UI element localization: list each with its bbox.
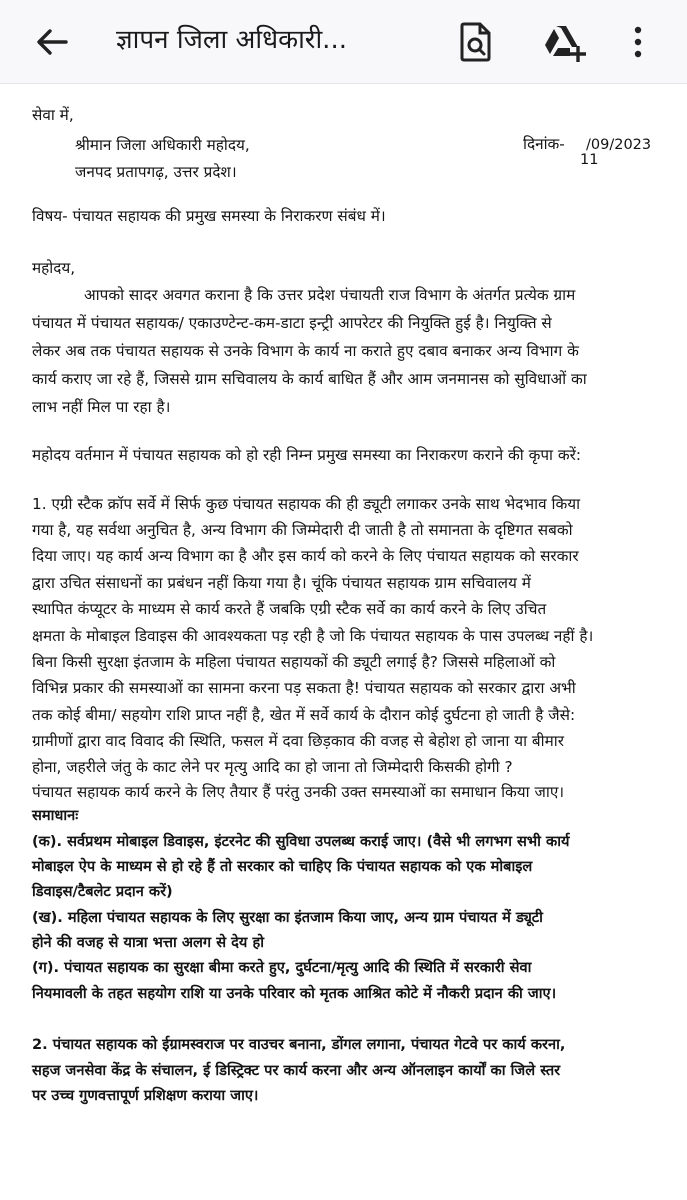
point1-line: द्वारा उचित संसाधनों का प्रबंधन नहीं किया गया है। चूंकि पंचायत सहायक ग्राम सचिवालय में [32,574,531,592]
solution-line: मोबाइल ऐप के माध्यम से हो रहे हैं तो सरकार को चाहिए कि पंचायत सहायक को एक मोबाइल [32,858,533,875]
solution-heading: समाधानः [32,807,79,824]
file-search-icon[interactable] [456,20,496,64]
point2-line: 2. पंचायत सहायक को ईग्रामस्वराज पर वाउचर बनाना, डोंगल लगाना, पंचायत गेटवे पर कार्य करना, [32,1036,566,1053]
letter-page [0,84,687,1200]
solution-line: (ग). पंचायत सहायक का सुरक्षा बीमा करते हुए, दुर्घटना/मृत्यु आदि की स्थिति में सरकारी सेवा [32,959,532,976]
point2-line: सहज जनसेवा केंद्र के संचालन, ई डिस्ट्रिक्ट पर कार्य करना और अन्य ऑनलाइन कार्यों का जिले स्तर [32,1062,561,1079]
point1-line: तक कोई बीमा/ सहयोग राशि प्राप्त नहीं है, खेत में सर्वे कार्य के दौरान कोई दुर्घटना हो जाती है जैसे: [32,706,576,724]
document-title: ज्ञापन जिला अधिकारी... [116,25,347,55]
recipient-line: श्रीमान जिला अधिकारी महोदय, [75,136,250,154]
solution-line: नियमावली के तहत सहयोग राशि या उनके परिवार को मृतक आश्रित कोटे में नौकरी प्रदान की जाए। [32,985,557,1002]
point1-line: क्षमता के मोबाइल डिवाइस की आवश्यकता पड़ रही है जो कि पंचायत सहायक के पास उपलब्ध नहीं है। [32,627,594,645]
point1-line: विभिन्न प्रकार की समस्याओं का सामना करना पड़ सकता है! पंचायत सहायक को सरकार द्वारा अभी [32,679,576,697]
date-day: 11 [580,152,599,168]
greeting: महोदय, [32,259,76,277]
point1-line: पंचायत सहायक कार्य करने के लिए तैयार हैं परंतु उनकी उक्त समस्याओं का समाधान किया जाए। [32,783,565,801]
solution-line: होने की वजह से यात्रा भत्ता अलग से देय हो [32,934,264,951]
point1-line: होना, जहरीले जंतु के काट लेने पर मृत्यु आदि का हो जाना तो जिम्मेदारी किसकी होगी ? [32,758,513,776]
request-line: महोदय वर्तमान में पंचायत सहायक को हो रही निम्न प्रमुख समस्या का निराकरण कराने की कृपा करें: [32,446,582,464]
point1-line: ग्रामीणों द्वारा वाद विवाद की स्थिति, फसल में दवा छिड़काव की वजह से बेहोश हो जाना या बीमार [32,732,564,750]
subject-line: विषय- पंचायत सहायक की प्रमुख समस्या के निराकरण संबंध में। [32,207,386,225]
intro-line: लाभ नहीं मिल पा रहा है। [32,398,171,416]
solution-line: (क). सर्वप्रथम मोबाइल डिवाइस, इंटरनेट की सुविधा उपलब्ध कराई जाए। (वैसे भी लगभग सभी कार्य [32,833,570,850]
intro-line: कार्य कराए जा रहे हैं, जिससे ग्राम सचिवालय के कार्य बाधित हैं और आम जनमानस को सुविधाओं का [32,370,587,388]
intro-line: लेकर अब तक पंचायत सहायक से उनके विभाग के कार्य ना कराते हुए दबाव बनाकर अन्य विभाग के [32,342,579,360]
point1-line: स्थापित कंप्यूटर के माध्यम से कार्य करते हैं जबकि एग्री स्टैक सर्वे का कार्य करने के लिए उचित [32,600,547,618]
salutation-to: सेवा में, [32,106,74,124]
point2-line: पर उच्च गुणवत्तापूर्ण प्रशिक्षण कराया जाए। [32,1087,259,1104]
date-label: दिनांक- [523,135,565,153]
solution-line: डिवाइस/टैबलेट प्रदान करें) [32,883,173,900]
point1-line: 1. एग्री स्टैक क्रॉप सर्वे में सिर्फ कुछ पंचायत सहायक की ही ड्यूटी लगाकर उनके साथ भेदभाव किया [32,495,581,513]
intro-line: आपको सादर अवगत कराना है कि उत्तर प्रदेश पंचायती राज विभाग के अंतर्गत प्रत्येक ग्राम [84,286,576,304]
drive-add-icon[interactable] [542,20,582,64]
top-app-bar [0,0,687,84]
point1-line: गया है, यह सर्वथा अनुचित है, अन्य विभाग की जिम्मेदारी दी जाती है तो समानता के दृष्टिगत सबको [32,521,573,539]
more-vert-icon[interactable] [626,20,650,64]
recipient-line: जनपद प्रतापगढ़, उत्तर प्रदेश। [75,163,237,181]
intro-line: पंचायत में पंचायत सहायक/ एकाउण्टेन्ट-कम-डाटा इन्ट्री आपरेटर की नियुक्ति हुई है। नियुक्ति से [32,314,552,332]
date-value: /09/2023 [586,137,652,153]
point1-line: दिया जाए। यह कार्य अन्य विभाग का है और इस कार्य को करने के लिए पंचायत सहायक को सरकार [32,547,579,565]
point1-line: बिना किसी सुरक्षा इंतजाम के महिला पंचायत सहायकों की ड्यूटी लगाई है? जिससे महिलाओं को [32,653,556,671]
back-arrow-icon[interactable] [30,22,74,62]
solution-line: (ख). महिला पंचायत सहायक के लिए सुरक्षा का इंतजाम किया जाए, अन्य ग्राम पंचायत में ड्यूटी [32,909,543,926]
